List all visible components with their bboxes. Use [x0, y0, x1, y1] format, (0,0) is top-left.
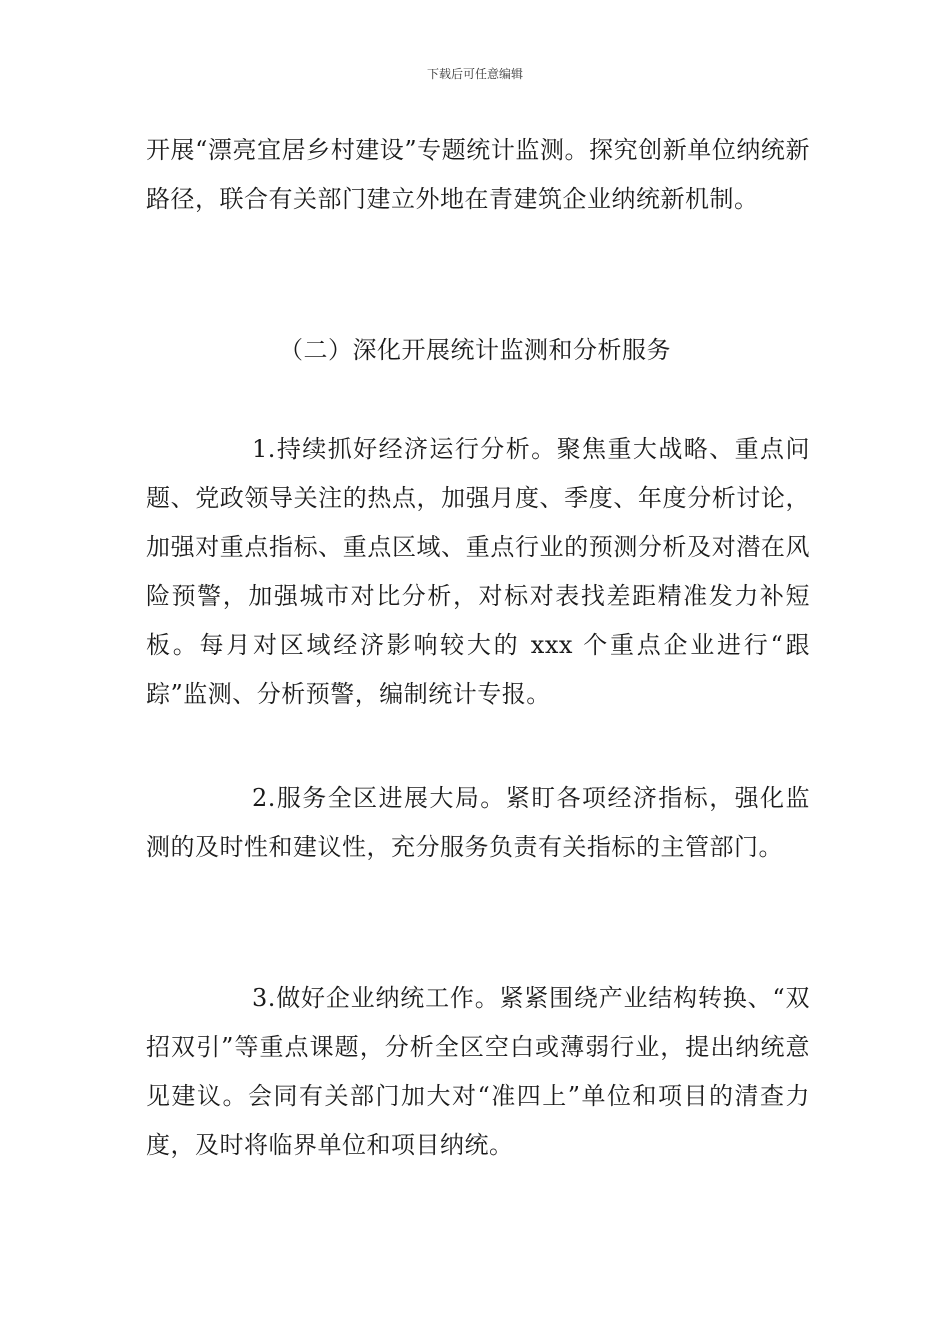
paragraph-4: 3.做好企业纳统工作。紧紧围绕产业结构转换、“双招双引”等重点课题，分析全区空白或薄弱行业，提出纳统意见建议。会同有关部门加大对“准四上”单位和项目的清查力度，及时将临界单位和项目纳统。: [146, 984, 810, 1159]
paragraph-1: 开展“漂亮宜居乡村建设”专题统计监测。探究创新单位纳统新路径，联合有关部门建立外地在青建筑企业纳统新机制。: [146, 136, 810, 213]
paragraph-3: 2.服务全区进展大局。紧盯各项经济指标，强化监测的及时性和建议性，充分服务负责有关指标的主管部门。: [146, 784, 810, 861]
section-heading: （二）深化开展统计监测和分析服务: [279, 336, 671, 364]
header-note: 下载后可任意编辑: [426, 67, 523, 81]
paragraph-2: 1.持续抓好经济运行分析。聚焦重大战略、重点问题、党政领导关注的热点，加强月度、季度、年度分析讨论，加强对重点指标、重点区域、重点行业的预测分析及对潜在风险预警，加强城市对比分析，对标对表找差距精准发力补短板。每月对区域经济影响较大的 xxx 个重点企业进行“跟踪”监测、分析预警，编制统计专报。: [146, 435, 810, 708]
